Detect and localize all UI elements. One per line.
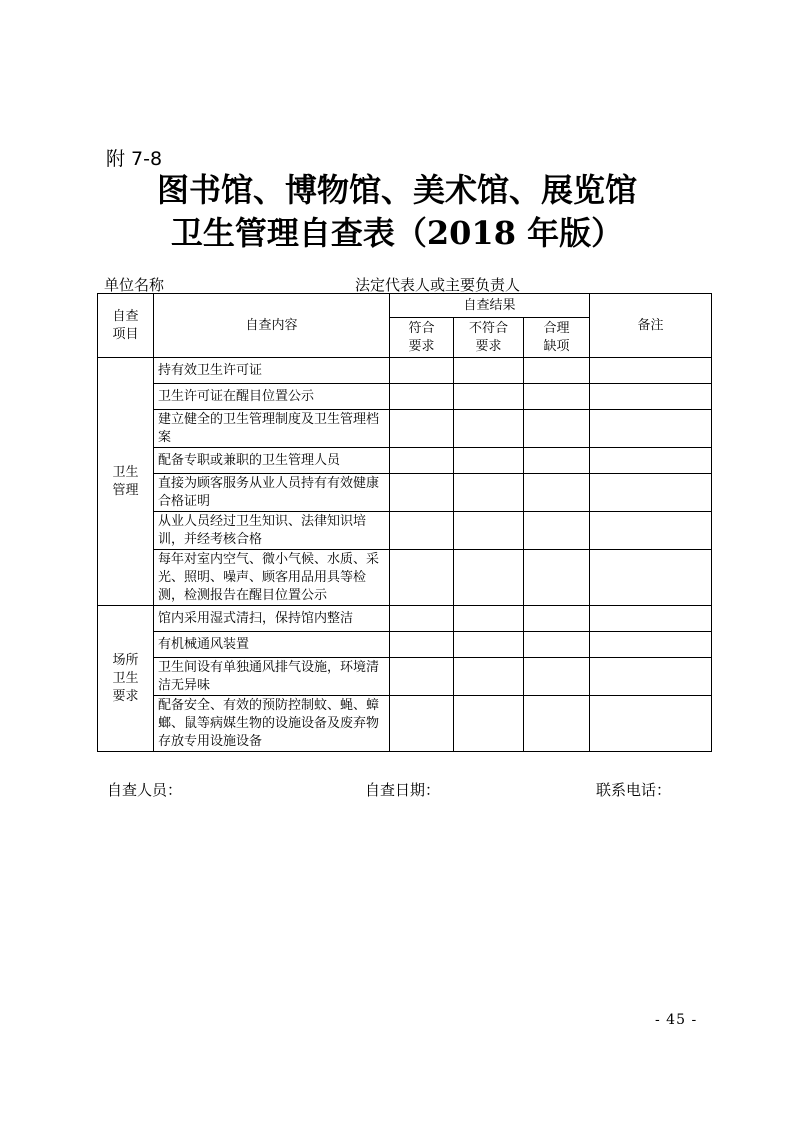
conform-cell[interactable] bbox=[390, 358, 454, 384]
table-row bbox=[98, 410, 712, 448]
remark-cell[interactable] bbox=[590, 474, 712, 512]
nonconform-cell[interactable] bbox=[454, 410, 524, 448]
table-row bbox=[98, 696, 712, 752]
page-title-line1: 图书馆、博物馆、美术馆、展览馆 bbox=[156, 171, 637, 209]
col-header-result: 自查结果 bbox=[390, 294, 590, 318]
content-cell: 有机械通风装置 bbox=[154, 632, 390, 658]
nonconform-cell[interactable] bbox=[454, 384, 524, 410]
table-row bbox=[98, 358, 712, 384]
group-name-cell: 场所 卫生 要求 bbox=[98, 606, 154, 752]
nonconform-cell[interactable] bbox=[454, 448, 524, 474]
reasonable-cell[interactable] bbox=[524, 550, 590, 606]
remark-cell[interactable] bbox=[590, 410, 712, 448]
reasonable-cell[interactable] bbox=[524, 474, 590, 512]
reasonable-cell[interactable] bbox=[524, 696, 590, 752]
content-cell: 建立健全的卫生管理制度及卫生管理档案 bbox=[154, 410, 390, 448]
conform-cell[interactable] bbox=[390, 696, 454, 752]
content-cell: 从业人员经过卫生知识、法律知识培训，并经考核合格 bbox=[154, 512, 390, 550]
nonconform-cell[interactable] bbox=[454, 696, 524, 752]
table-body bbox=[98, 294, 712, 752]
col-header-nonconform: 不符合 要求 bbox=[454, 318, 524, 358]
remark-cell[interactable] bbox=[590, 550, 712, 606]
nonconform-cell[interactable] bbox=[454, 358, 524, 384]
table-row bbox=[98, 606, 712, 632]
reasonable-cell[interactable] bbox=[524, 606, 590, 632]
remark-cell[interactable] bbox=[590, 696, 712, 752]
inspector-label: 自查人员： bbox=[107, 781, 183, 799]
nonconform-cell[interactable] bbox=[454, 474, 524, 512]
table-row bbox=[98, 448, 712, 474]
conform-cell[interactable] bbox=[390, 512, 454, 550]
conform-cell[interactable] bbox=[390, 474, 454, 512]
content-cell: 配备安全、有效的预防控制蚊、蝇、蟑螂、鼠等病媒生物的设施设备及废弃物存放专用设施设备 bbox=[154, 696, 390, 752]
table-row bbox=[98, 658, 712, 696]
self-inspection-table bbox=[97, 293, 712, 752]
group-name-cell: 卫生 管理 bbox=[98, 358, 154, 606]
remark-cell[interactable] bbox=[590, 384, 712, 410]
reasonable-cell[interactable] bbox=[524, 632, 590, 658]
reasonable-cell[interactable] bbox=[524, 410, 590, 448]
nonconform-cell[interactable] bbox=[454, 512, 524, 550]
content-cell: 卫生许可证在醒目位置公示 bbox=[154, 384, 390, 410]
remark-cell[interactable] bbox=[590, 448, 712, 474]
col-header-conform: 符合 要求 bbox=[390, 318, 454, 358]
unit-name-label: 单位名称 bbox=[104, 276, 165, 294]
remark-cell[interactable] bbox=[590, 512, 712, 550]
nonconform-cell[interactable] bbox=[454, 550, 524, 606]
nonconform-cell[interactable] bbox=[454, 658, 524, 696]
conform-cell[interactable] bbox=[390, 410, 454, 448]
conform-cell[interactable] bbox=[390, 384, 454, 410]
reasonable-cell[interactable] bbox=[524, 358, 590, 384]
col-header-remark: 备注 bbox=[590, 294, 712, 358]
appendix-label: 附 7-8 bbox=[106, 148, 163, 170]
reasonable-cell[interactable] bbox=[524, 384, 590, 410]
col-header-item: 自查 项目 bbox=[98, 294, 154, 358]
page-number: - 45 - bbox=[655, 1012, 698, 1028]
date-label: 自查日期： bbox=[365, 781, 441, 799]
remark-cell[interactable] bbox=[590, 606, 712, 632]
table-row bbox=[98, 512, 712, 550]
reasonable-cell[interactable] bbox=[524, 658, 590, 696]
content-cell: 卫生间设有单独通风排气设施，环境清洁无异味 bbox=[154, 658, 390, 696]
table-row bbox=[98, 632, 712, 658]
page-title-line2: 卫生管理自查表（2018 年版） bbox=[170, 214, 624, 252]
remark-cell[interactable] bbox=[590, 632, 712, 658]
conform-cell[interactable] bbox=[390, 448, 454, 474]
content-cell: 直接为顾客服务从业人员持有有效健康合格证明 bbox=[154, 474, 390, 512]
remark-cell[interactable] bbox=[590, 358, 712, 384]
header-row-1 bbox=[98, 294, 712, 318]
reasonable-cell[interactable] bbox=[524, 448, 590, 474]
nonconform-cell[interactable] bbox=[454, 606, 524, 632]
reasonable-cell[interactable] bbox=[524, 512, 590, 550]
nonconform-cell[interactable] bbox=[454, 632, 524, 658]
conform-cell[interactable] bbox=[390, 632, 454, 658]
conform-cell[interactable] bbox=[390, 606, 454, 632]
table-row bbox=[98, 384, 712, 410]
table-row bbox=[98, 550, 712, 606]
phone-label: 联系电话： bbox=[596, 781, 672, 799]
legal-rep-label: 法定代表人或主要负责人 bbox=[355, 276, 521, 294]
col-header-content: 自查内容 bbox=[154, 294, 390, 358]
remark-cell[interactable] bbox=[590, 658, 712, 696]
content-cell: 配备专职或兼职的卫生管理人员 bbox=[154, 448, 390, 474]
content-cell: 馆内采用湿式清扫，保持馆内整洁 bbox=[154, 606, 390, 632]
table-row bbox=[98, 474, 712, 512]
col-header-reasonable: 合理 缺项 bbox=[524, 318, 590, 358]
conform-cell[interactable] bbox=[390, 658, 454, 696]
content-cell: 持有效卫生许可证 bbox=[154, 358, 390, 384]
conform-cell[interactable] bbox=[390, 550, 454, 606]
content-cell: 每年对室内空气、微小气候、水质、采光、照明、噪声、顾客用品用具等检测，检测报告在醒目位置公示 bbox=[154, 550, 390, 606]
